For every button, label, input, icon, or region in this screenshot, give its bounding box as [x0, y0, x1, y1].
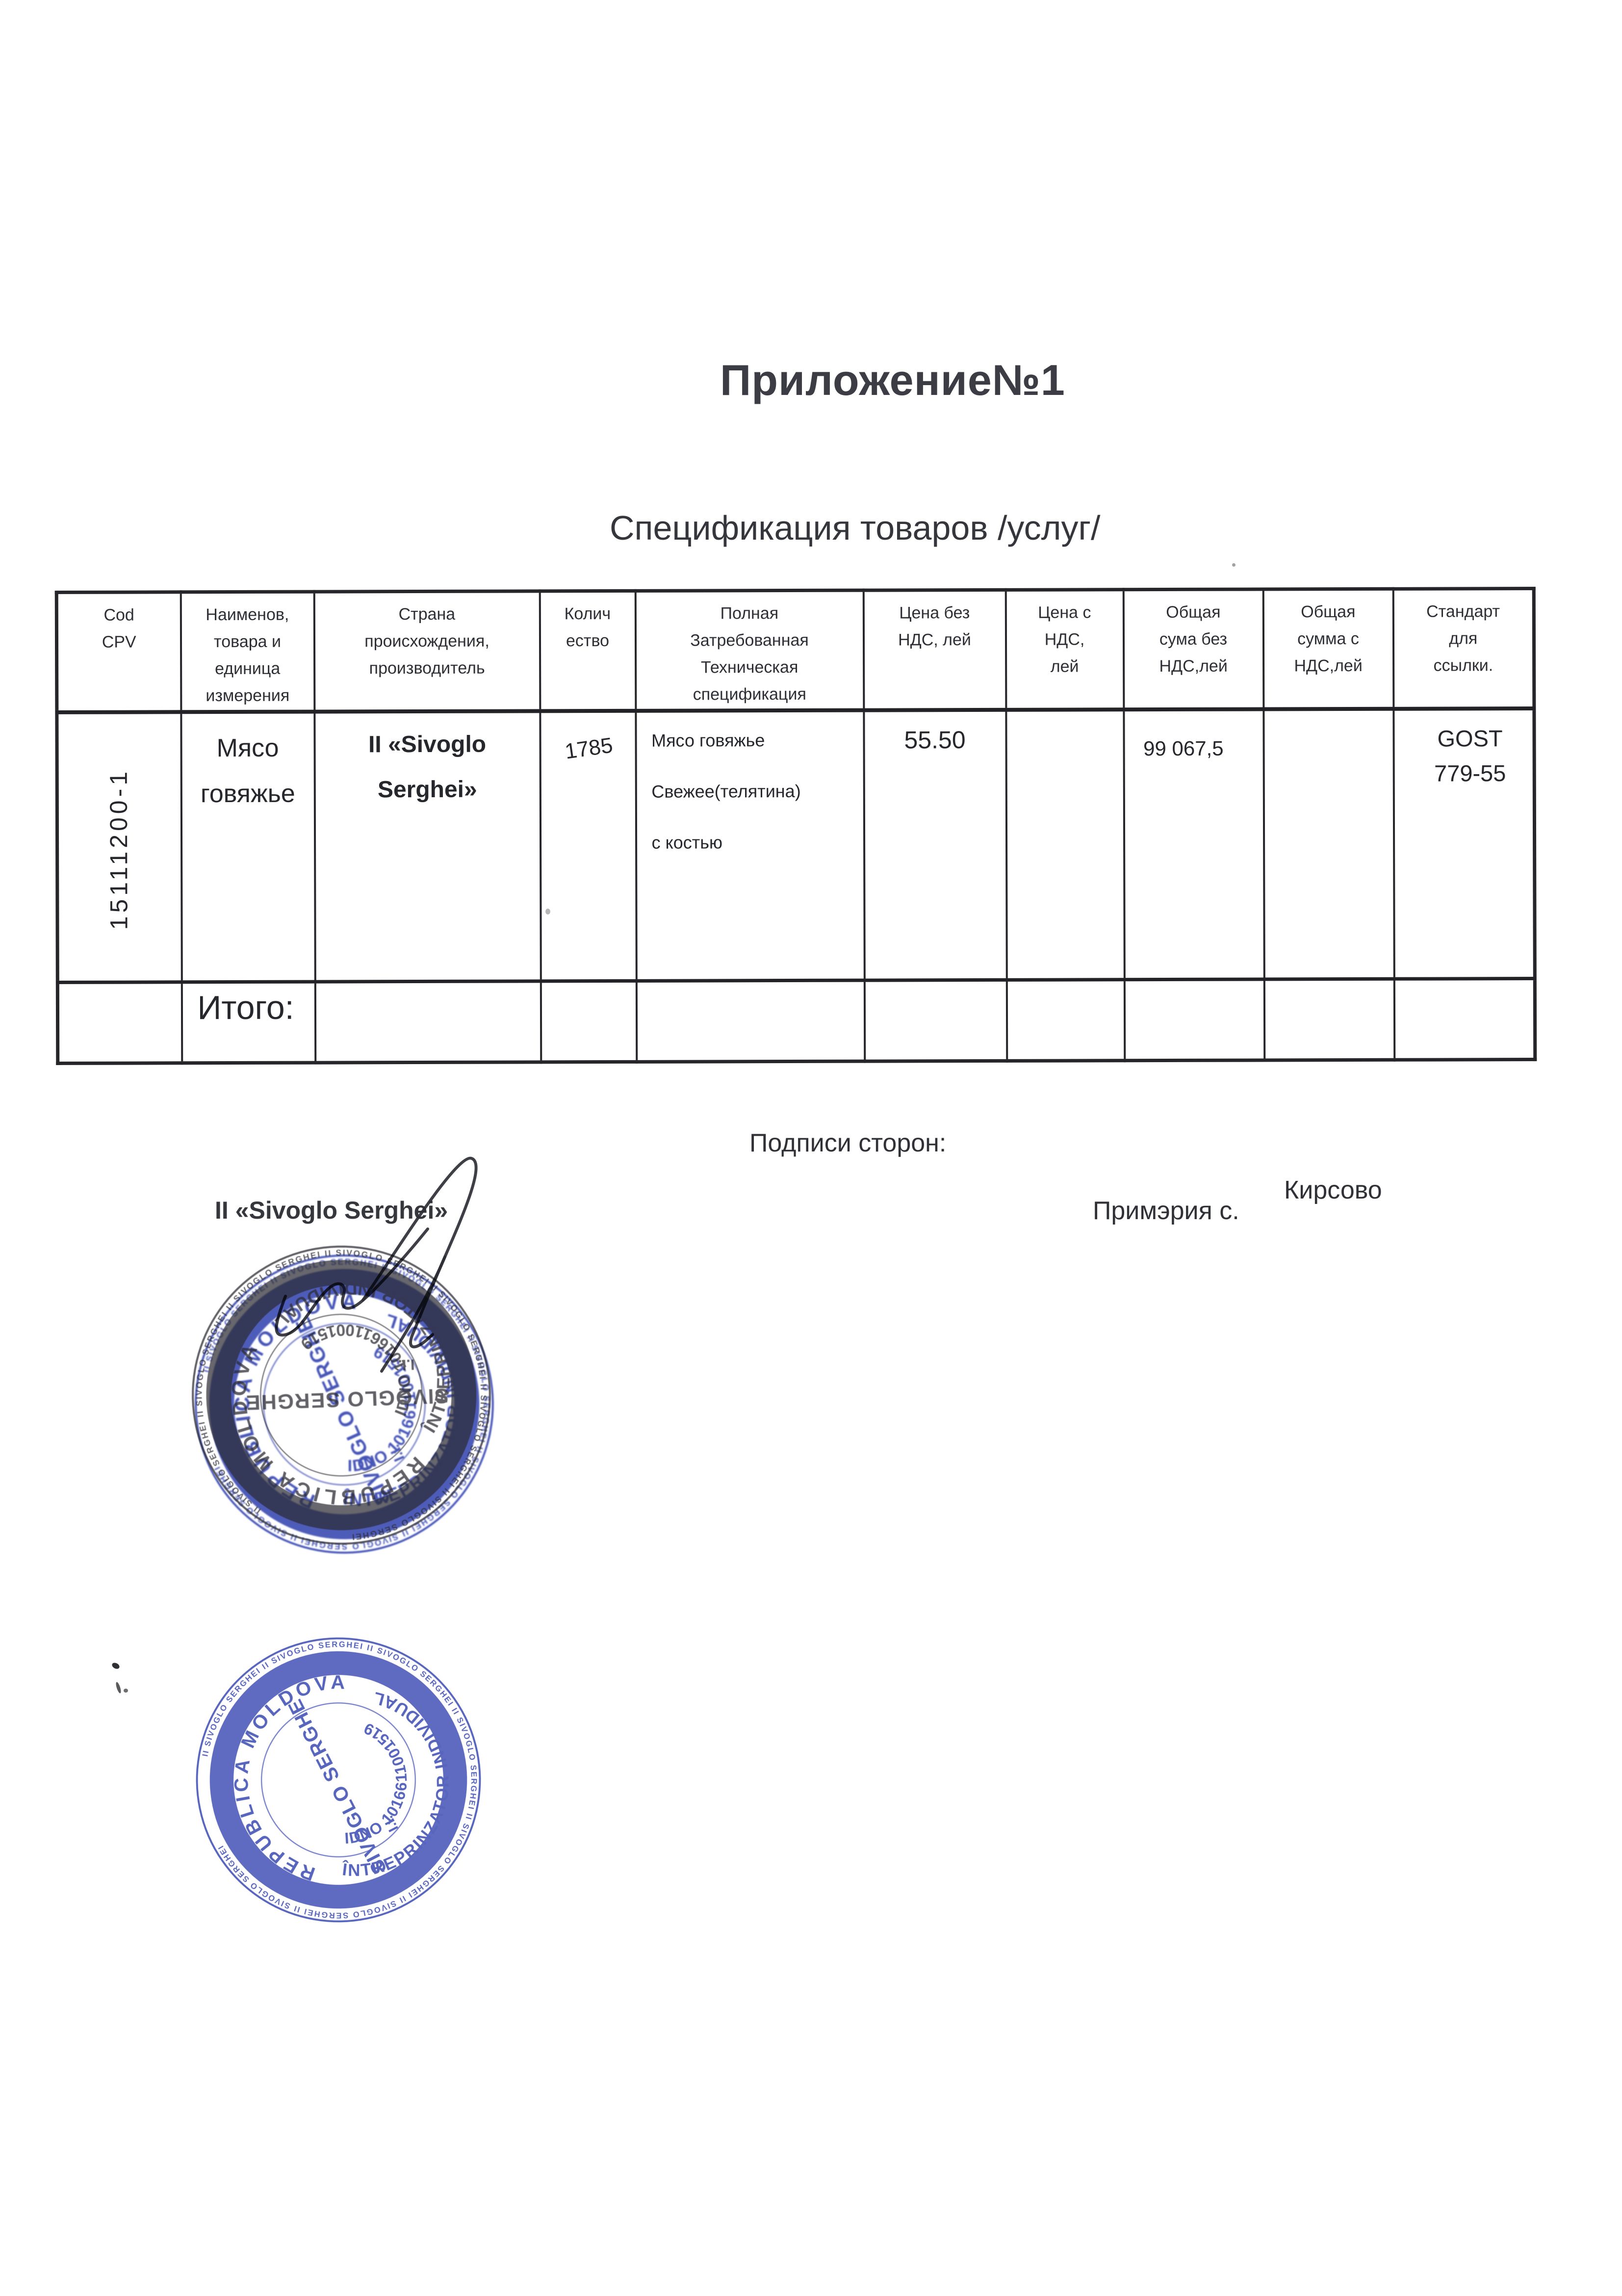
table-total-row [57, 978, 1535, 1063]
cell-price-no-vat: 55.50 [864, 710, 1006, 980]
stamp-impression-blue [150, 1612, 502, 1953]
spec-line: Мясо говяжье [651, 730, 765, 751]
header-price-no-vat: Цена без НДС, лей [863, 590, 1006, 710]
cell-cod-cpv [57, 712, 181, 983]
quantity-value: 1785 [563, 733, 614, 764]
signatures-heading: Подписи сторон: [749, 1129, 947, 1157]
header-standard: Стандарт для ссылки. [1393, 589, 1534, 709]
header-spec: Полная Затребованная Техническая спецификация [635, 590, 864, 711]
buyer-settlement-name: Кирсово [1284, 1176, 1382, 1204]
page-title: Приложение№1 [720, 356, 1065, 404]
cell-standard [1393, 708, 1535, 979]
table-header-row [56, 589, 1534, 713]
page-subtitle: Спецификация товаров /услуг/ [610, 509, 1101, 547]
supplier-signature-label: II «Sivoglo Serghei» [215, 1197, 448, 1224]
cell-quantity [540, 711, 636, 981]
table-row [57, 708, 1535, 982]
header-cod-cpv: Cod CPV [56, 592, 181, 712]
standard-value: GOST 779-55 [1434, 725, 1506, 786]
total-label-cell: Итого: [181, 982, 315, 1063]
spec-line: с костью [651, 832, 723, 853]
cell-origin-producer: II «Sivoglo Serghei» [314, 711, 541, 982]
round-stamp-upper [190, 1250, 499, 1559]
cell-technical-spec [636, 710, 864, 981]
round-stamp-lower [191, 1633, 486, 1927]
total-empty-cell [57, 982, 181, 1064]
header-quantity: Колич ество [540, 591, 636, 711]
scan-speck [124, 1689, 128, 1693]
header-total-with-vat: Общая сумма с НДС,лей [1263, 589, 1393, 709]
header-total-no-vat: Общая сума без НДС,лей [1123, 589, 1263, 710]
buyer-label: Примэрия с. [1093, 1197, 1239, 1225]
scan-speck [111, 1662, 120, 1670]
header-product: Наименов, товара и единица измерения [180, 592, 314, 712]
cpv-code-vertical: 15111200-1 [104, 768, 133, 930]
specification-table [55, 587, 1537, 1065]
cell-product-name: Мясо говяжье [181, 712, 315, 982]
header-origin: Страна происхождения, производитель [314, 591, 540, 712]
spec-line: Свежее(телятина) [651, 781, 801, 802]
cell-total-no-vat: 99 067,5 [1124, 709, 1264, 980]
scan-speck [545, 909, 550, 914]
scan-speck [1232, 563, 1236, 567]
cell-price-with-vat [1006, 710, 1124, 980]
cell-total-with-vat [1263, 709, 1394, 979]
header-price-with-vat: Цена с НДС, лей [1005, 590, 1124, 710]
scan-speck [115, 1682, 122, 1694]
